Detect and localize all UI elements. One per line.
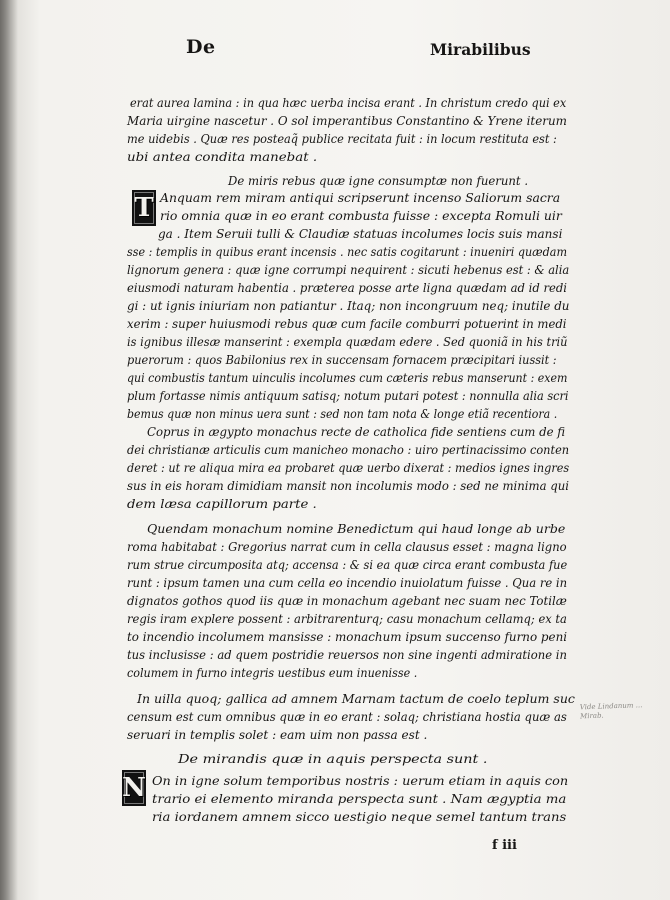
text-line: dem læsa capillorum parte . xyxy=(127,496,317,511)
text-line: roma habitabat : Gregorius narrat cum in cella clausus esset : magna ligno xyxy=(127,539,567,554)
text-line: bemus quæ non minus uera sunt : sed non tam nota & longe etiã recentiora . xyxy=(127,406,558,421)
text-line: to incendio incolumem mansisse : monachum ipsum succenso furno peni xyxy=(127,629,568,644)
page-gutter-shadow xyxy=(0,0,18,900)
text-line: ubi antea condita manebat . xyxy=(127,149,318,164)
text-line: seruari in templis solet : eam uim non passa est . xyxy=(127,727,428,742)
text-line: eiusmodi naturam habentia . præterea posse arte ligna quædam ad id redi xyxy=(127,280,567,295)
text-line: gi : ut ignis iniuriam non patiantur . Itaq; non incongruum neq; inutile du xyxy=(127,298,570,313)
text-line: qui combustis tantum uinculis incolumes cum cæteris rebus manserunt : exem xyxy=(127,370,568,385)
text-line: rum strue circumposita atq; accensa : & si ea quæ circa erant combusta fue xyxy=(127,557,568,572)
text-line: dignatos gothos quod iis quæ in monachum agebant nec suam nec Totilæ xyxy=(127,593,567,608)
text-line: Quendam monachum nomine Benedictum qui haud longe ab urbe xyxy=(147,521,566,536)
text-line: me uidebis . Quæ res posteaq̃ publice recitata fuit : in locum restituta est : xyxy=(127,131,557,146)
text-line: regis iram explere possent : arbitrarenturq; casu monachum cellamq; ex ta xyxy=(127,611,567,626)
text-line: trario ei elemento miranda perspecta sunt . Nam ægyptia ma xyxy=(152,791,567,806)
signature-mark: f iii xyxy=(492,838,517,853)
text-line: Anquam rem miram antiqui scripserunt incenso Saliorum sacra xyxy=(160,190,561,205)
text-line: Maria uirgine nascetur . O sol imperantibus Constantino & Yrene iterum xyxy=(127,113,567,128)
text-line: ria iordanem amnem sicco uestigio neque semel tantum trans xyxy=(152,809,567,824)
text-line: tus inclusisse : ad quem postridie reuersos non sine ingenti admiratione in xyxy=(127,647,567,662)
text-line: lignorum genera : quæ igne corrumpi nequirent : sicuti hebenus est : & alia xyxy=(127,262,570,277)
text-line: On in igne solum temporibus nostris : uerum etiam in aquis con xyxy=(152,773,569,788)
running-head-right: Mirabilibus xyxy=(430,40,531,59)
text-line: xerim : super huiusmodi rebus quæ cum facile comburri potuerint in medi xyxy=(127,316,567,331)
text-line: Coprus in ægypto monachus recte de catholica fide sentiens cum de fi xyxy=(147,424,566,439)
decorated-initial-t: T xyxy=(132,190,156,226)
text-line: dei christianæ articulis cum manicheo monacho : uiro pertinacissimo conten xyxy=(127,442,570,457)
text-line: rio omnia quæ in eo erant combusta fuisse : excepta Romuli uir xyxy=(160,208,562,223)
text-line: deret : ut re aliqua mira ea probaret quæ uerbo dixerat : medios ignes ingres xyxy=(127,460,570,475)
text-line: is ignibus illesæ manserint : exempla quædam edere . Sed quoniã in his triũ xyxy=(127,334,568,349)
text-line: columem in furno integris uestibus eum inuenisse . xyxy=(127,665,418,680)
decorated-initial-n: N xyxy=(122,770,146,806)
text-line: censum est cum omnibus quæ in eo erant : solaq; christiana hostia quæ as xyxy=(127,709,567,724)
margin-annotation: Vide Lindanum ... Mirab. xyxy=(579,701,643,721)
text-line: ga . Item Seruii tulli & Claudiæ statuas incolumes locis suis mansi xyxy=(158,226,563,241)
text-line: puerorum : quos Babilonius rex in succensam fornacem præcipitari iussit : xyxy=(127,352,557,367)
text-line: plum fortasse nimis antiquum satisq; notum putari potest : nonnulla alia scri xyxy=(127,388,569,403)
section-heading: De miris rebus quæ igne consumptæ non fuerunt . xyxy=(228,173,529,188)
section-heading: De mirandis quæ in aquis perspecta sunt . xyxy=(178,751,488,766)
running-head-left: De xyxy=(186,36,216,58)
text-line: sse : templis in quibus erant incensis . nec satis cogitarunt : inueniri quædam xyxy=(127,244,568,259)
text-line: sus in eis horam dimidiam mansit non incolumis modo : sed ne minima qui xyxy=(127,478,570,493)
text-line: In uilla quoq; gallica ad amnem Marnam tactum de coelo teplum suc xyxy=(137,691,575,706)
text-line: erat aurea lamina : in qua hæc uerba incisa erant . In christum credo qui ex xyxy=(130,95,567,110)
text-line: runt : ipsum tamen una cum cella eo incendio inuiolatum fuisse . Qua re in xyxy=(127,575,568,590)
